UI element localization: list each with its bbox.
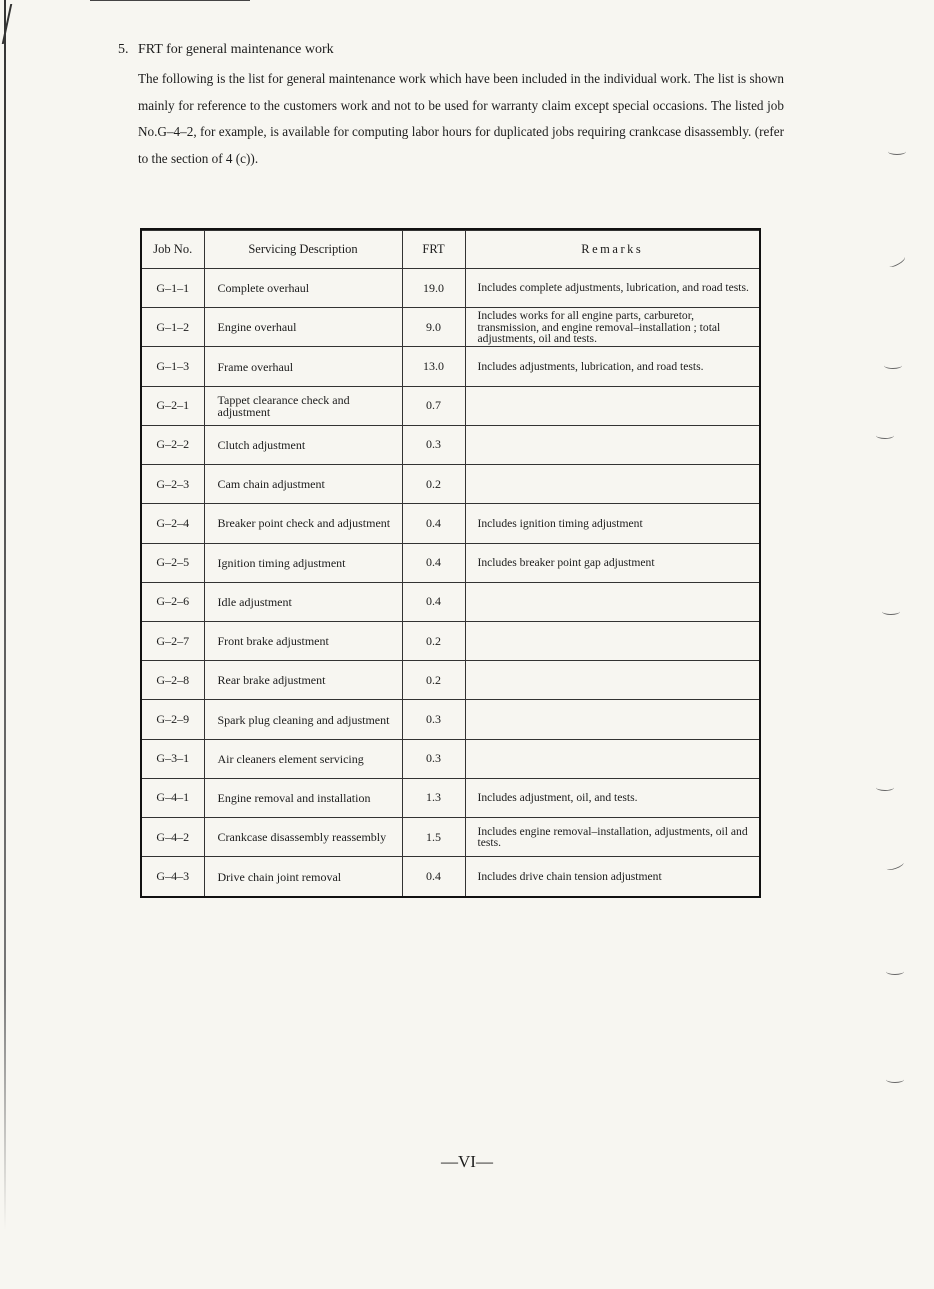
scan-speck xyxy=(885,859,904,872)
frt-cell: 0.2 xyxy=(402,661,465,700)
remarks-cell xyxy=(465,465,759,504)
table-row xyxy=(142,269,759,308)
job-no-cell: G–1–3 xyxy=(142,347,204,386)
description-cell: Engine overhaul xyxy=(204,308,402,347)
scan-speck xyxy=(884,362,902,369)
frt-cell: 1.3 xyxy=(402,778,465,817)
job-no-cell: G–2–2 xyxy=(142,425,204,464)
frt-cell: 0.3 xyxy=(402,700,465,739)
remarks-cell: Includes adjustments, lubrication, and road tests. xyxy=(465,347,759,386)
job-no-cell: G–3–1 xyxy=(142,739,204,778)
description-cell: Spark plug cleaning and adjustment xyxy=(204,700,402,739)
table-row xyxy=(142,582,759,621)
remarks-cell xyxy=(465,661,759,700)
job-no-cell: G–2–6 xyxy=(142,582,204,621)
section-heading xyxy=(118,40,784,60)
table-header-row xyxy=(142,231,759,269)
table-row xyxy=(142,661,759,700)
remarks-cell xyxy=(465,700,759,739)
job-no-cell: G–2–5 xyxy=(142,543,204,582)
section-5 xyxy=(118,40,784,172)
frt-cell: 0.7 xyxy=(402,386,465,425)
scan-speck xyxy=(886,1076,904,1083)
description-cell: Tappet clearance check and adjustment xyxy=(204,386,402,425)
job-no-cell: G–4–1 xyxy=(142,778,204,817)
description-cell: Cam chain adjustment xyxy=(204,465,402,504)
remarks-cell: Includes drive chain tension adjustment xyxy=(465,857,759,896)
table-row xyxy=(142,504,759,543)
description-cell: Air cleaners element servicing xyxy=(204,739,402,778)
frt-cell: 13.0 xyxy=(402,347,465,386)
page-left-edge xyxy=(4,0,6,1230)
scan-speck xyxy=(887,254,906,269)
remarks-cell xyxy=(465,621,759,660)
frt-cell: 0.2 xyxy=(402,621,465,660)
frt-cell: 0.4 xyxy=(402,504,465,543)
job-no-cell: G–2–1 xyxy=(142,386,204,425)
table-row xyxy=(142,739,759,778)
table-row xyxy=(142,857,759,896)
frt-cell: 1.5 xyxy=(402,818,465,857)
scan-speck xyxy=(888,148,906,155)
frt-cell: 0.4 xyxy=(402,857,465,896)
description-cell: Clutch adjustment xyxy=(204,425,402,464)
description-cell: Breaker point check and adjustment xyxy=(204,504,402,543)
frt-cell: 0.4 xyxy=(402,582,465,621)
job-no-cell: G–4–3 xyxy=(142,857,204,896)
table-row xyxy=(142,425,759,464)
remarks-cell: Includes adjustment, oil, and tests. xyxy=(465,778,759,817)
frt-cell: 19.0 xyxy=(402,269,465,308)
description-cell: Complete overhaul xyxy=(204,269,402,308)
page-number: —VI— xyxy=(441,1152,493,1171)
remarks-cell xyxy=(465,582,759,621)
table-row xyxy=(142,700,759,739)
description-cell: Drive chain joint removal xyxy=(204,857,402,896)
header-remarks: Remarks xyxy=(465,231,759,269)
remarks-cell: Includes complete adjustments, lubrication, and road tests. xyxy=(465,269,759,308)
header-frt: FRT xyxy=(402,231,465,269)
description-cell: Rear brake adjustment xyxy=(204,661,402,700)
table-row xyxy=(142,621,759,660)
description-cell: Frame overhaul xyxy=(204,347,402,386)
job-no-cell: G–4–2 xyxy=(142,818,204,857)
job-no-cell: G–1–2 xyxy=(142,308,204,347)
scan-speck xyxy=(876,432,894,439)
table-row xyxy=(142,778,759,817)
remarks-cell: Includes works for all engine parts, carburetor, transmission, and engine removal–installation ; total adjustments, oil and tests. xyxy=(465,308,759,347)
table-row xyxy=(142,386,759,425)
scan-speck xyxy=(876,784,894,791)
section-paragraph: The following is the list for general maintenance work which have been included in the individual work. The list is shown mainly for reference to the customers work and not to be used for warranty claim except special occasions. The listed job No.G–4–2, for example, is available for computing labor hours for duplicated jobs requiring crankcase disassembly. (refer to the section of 4 (c)). xyxy=(138,71,784,166)
remarks-cell xyxy=(465,739,759,778)
table-row xyxy=(142,465,759,504)
frt-table-grid xyxy=(142,230,759,896)
header-job-no: Job No. xyxy=(142,231,204,269)
job-no-cell: G–2–8 xyxy=(142,661,204,700)
description-cell: Front brake adjustment xyxy=(204,621,402,660)
scan-speck xyxy=(886,968,904,975)
job-no-cell: G–2–7 xyxy=(142,621,204,660)
remarks-cell: Includes engine removal–installation, adjustments, oil and tests. xyxy=(465,818,759,857)
remarks-cell: Includes breaker point gap adjustment xyxy=(465,543,759,582)
job-no-cell: G–2–9 xyxy=(142,700,204,739)
description-cell: Crankcase disassembly reassembly xyxy=(204,818,402,857)
description-cell: Engine removal and installation xyxy=(204,778,402,817)
frt-cell: 0.4 xyxy=(402,543,465,582)
description-cell: Ignition timing adjustment xyxy=(204,543,402,582)
description-cell: Idle adjustment xyxy=(204,582,402,621)
header-description: Servicing Description xyxy=(204,231,402,269)
frt-cell: 0.3 xyxy=(402,739,465,778)
table-row xyxy=(142,543,759,582)
table-row xyxy=(142,308,759,347)
job-no-cell: G–2–3 xyxy=(142,465,204,504)
section-number: 5. xyxy=(118,42,129,57)
frt-cell: 9.0 xyxy=(402,308,465,347)
frt-cell: 0.3 xyxy=(402,425,465,464)
scan-speck xyxy=(882,608,900,615)
table-row xyxy=(142,818,759,857)
job-no-cell: G–2–4 xyxy=(142,504,204,543)
remarks-cell xyxy=(465,386,759,425)
remarks-cell xyxy=(465,425,759,464)
remarks-cell: Includes ignition timing adjustment xyxy=(465,504,759,543)
top-rule xyxy=(90,0,250,1)
section-title: FRT for general maintenance work xyxy=(138,42,334,57)
table-row xyxy=(142,347,759,386)
frt-cell: 0.2 xyxy=(402,465,465,504)
job-no-cell: G–1–1 xyxy=(142,269,204,308)
frt-table xyxy=(140,228,761,898)
